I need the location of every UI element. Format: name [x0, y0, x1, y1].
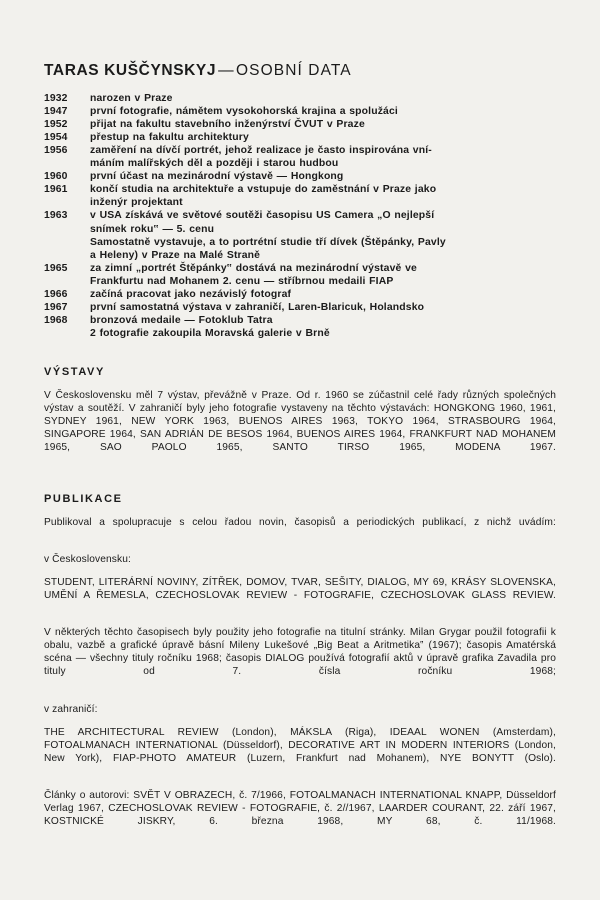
chronology-entry — [44, 314, 556, 327]
chronology-continuation — [44, 157, 556, 170]
chronology-entry — [44, 183, 556, 196]
chronology-gutter — [44, 236, 90, 249]
chronology-text-line: v USA získává ve světové soutěži časopisu US Camera „O nejlepší — [90, 210, 435, 222]
page-title-name: TARAS KUŠČYNSKYJ — [44, 62, 217, 79]
chronology-gutter — [44, 327, 90, 340]
section-heading: PUBLIKACE — [44, 492, 123, 505]
chronology-entry — [44, 118, 556, 131]
chronology-continuation — [44, 249, 556, 262]
chronology-text-line: bronzová medaile — Fotoklub Tatra — [90, 314, 273, 326]
section-sublabel: v zahraničí: — [44, 703, 98, 715]
chronology-year: 1956 — [44, 145, 68, 157]
chronology-continuation — [44, 196, 556, 209]
chronology-continuation — [44, 327, 556, 340]
section-paragraph: V Československu měl 7 výstav, převážně v Praze. Od r. 1960 se zúčastnil celé řady různých společných výstav a soutěží. V zahraničí byly jeho fotografie vystaveny na těchto výstavách: HONGKONG 1960, 1961, SYDNEY 1961, NEW YORK 1963, BUENOS AIRES 1963, TOKYO 1964, STRASBOURG 1964, SINGAPORE 1964, SAN ADRIÁN DE BESOS 1964, BUENOS AIRES 1964, FRANKFURT NAD MOHANEM 1965, SAO PAOLO 1965, SANTO TIRSO 1965, MODENA 1967. — [44, 389, 556, 454]
document-sections — [44, 366, 556, 841]
chronology-continuation — [44, 223, 556, 236]
chronology-entry — [44, 144, 556, 157]
chronology-entry — [44, 105, 556, 118]
chronology-text-line: přijat na fakultu stavebního inženýrství ČVUT v Praze — [90, 119, 365, 131]
chronology-text-line: první fotografie, námětem vysokohorská krajina a spolužáci — [90, 106, 398, 118]
page-title-subtitle: OSOBNÍ DATA — [236, 62, 352, 79]
chronology-year: 1954 — [44, 132, 68, 144]
chronology-text-line: končí studia na architektuře a vstupuje do zaměstnání v Praze jako — [90, 184, 437, 196]
section-paragraph: STUDENT, LITERÁRNÍ NOVINY, ZÍTŘEK, DOMOV, TVAR, SEŠITY, DIALOG, MY 69, KRÁSY SLOVENSKA, UMĚNÍ A ŘEMESLA, CZECHOSLOVAK REVIEW - FOTOGRAFIE, CZECHOSLOVAK GLASS REVIEW. — [44, 576, 556, 601]
chronology-text-line: první samostatná výstava v zahraničí, Laren-Blaricuk, Holandsko — [90, 301, 425, 313]
chronology-text-line: zaměření na dívčí portrét, jehož realizace je často inspirována vní- — [90, 145, 432, 157]
chronology-gutter — [44, 223, 90, 236]
chronology-year: 1968 — [44, 314, 68, 326]
chronology-list — [44, 92, 556, 340]
chronology-year: 1965 — [44, 262, 68, 274]
section-sublabel: v Československu: — [44, 553, 131, 565]
chronology-year: 1967 — [44, 301, 68, 313]
chronology-text-line: začíná pracovat jako nezávislý fotograf — [90, 288, 292, 300]
chronology-gutter — [44, 275, 90, 288]
chronology-text-line: snímek roku‟ — 5. cenu — [90, 223, 215, 235]
chronology-text-line: 2 fotografie zakoupila Moravská galerie v Brně — [90, 327, 330, 339]
chronology-text-line: narozen v Praze — [90, 93, 173, 105]
chronology-entry — [44, 288, 556, 301]
chronology-text-line: první účast na mezinárodní výstavě — Hongkong — [90, 171, 344, 183]
chronology-continuation — [44, 275, 556, 288]
section-paragraph: Publikoval a spolupracuje s celou řadou novin, časopisů a periodických publikací, z nichž uvádím: — [44, 516, 556, 528]
section-paragraph: V některých těchto časopisech byly použity jeho fotografie na titulní stránky. Milan Grygar použil fotografii k obalu, vazbě a grafické úpravě básní Mileny Lukešové „Big Beat a Aritmetika‟ (1967); časopis Amatérská scéna — všechny tituly ročníku 1968; časopis DIALOG používá fotografií aktů v úpravě grafika Zavadila pro tituly od 7. čísla ročníku 1968; — [44, 627, 556, 678]
chronology-year: 1961 — [44, 184, 68, 196]
chronology-text-line: za zimní „portrét Štěpánky‟ dostává na mezinárodní výstavě ve — [90, 262, 417, 274]
chronology-entry — [44, 170, 556, 183]
chronology-entry — [44, 262, 556, 275]
chronology-gutter — [44, 157, 90, 170]
chronology-text-line: a Heleny) v Praze na Malé Straně — [90, 249, 261, 261]
chronology-continuation — [44, 236, 556, 249]
chronology-text-line: Samostatně vystavuje, a to portrétní studie tří dívek (Štěpánky, Pavly — [90, 236, 446, 248]
section-paragraph: Články o autorovi: SVĚT V OBRAZECH, č. 7/1966, FOTOALMANACH INTERNATIONAL KNAPP, Düsseldorf Verlag 1967, CZECHOSLOVAK REVIEW - FOTOGRAFIE, č. 2//1967, LAARDER COURANT, 22. září 1967, KOSTNICKÉ JISKRY, 6. března 1968, MY 68, č. 11/1968. — [44, 790, 556, 828]
chronology-entry — [44, 301, 556, 314]
chronology-gutter — [44, 196, 90, 209]
page-title — [44, 62, 556, 79]
chronology-entry — [44, 131, 556, 144]
chronology-year: 1952 — [44, 119, 68, 131]
chronology-entry — [44, 92, 556, 105]
chronology-year: 1966 — [44, 288, 68, 300]
chronology-text-line: inženýr projektant — [90, 197, 183, 209]
chronology-text-line: máním malířských děl a později i starou hudbou — [90, 158, 339, 170]
chronology-year: 1932 — [44, 93, 68, 105]
chronology-year: 1947 — [44, 106, 68, 118]
chronology-text-line: Frankfurtu nad Mohanem 2. cenu — stříbrnou medaili FIAP — [90, 275, 394, 287]
chronology-year: 1960 — [44, 171, 68, 183]
chronology-year: 1963 — [44, 210, 68, 222]
section-paragraph: THE ARCHITECTURAL REVIEW (London), MÁKSLA (Riga), IDEAAL WONEN (Amsterdam), FOTOALMANACH INTERNATIONAL (Düsseldorf), DECORATIVE ART IN MODERN INTERIORS (London, New York), FIAP-PHOTO AMATEUR (Luzern, Frankfurt nad Mohanem), NYE BONYTT (Oslo). — [44, 726, 556, 764]
chronology-entry — [44, 209, 556, 222]
page-title-dash: — — [218, 62, 234, 79]
section-heading: VÝSTAVY — [44, 365, 105, 378]
chronology-gutter — [44, 249, 90, 262]
chronology-text-line: přestup na fakultu architektury — [90, 132, 249, 144]
